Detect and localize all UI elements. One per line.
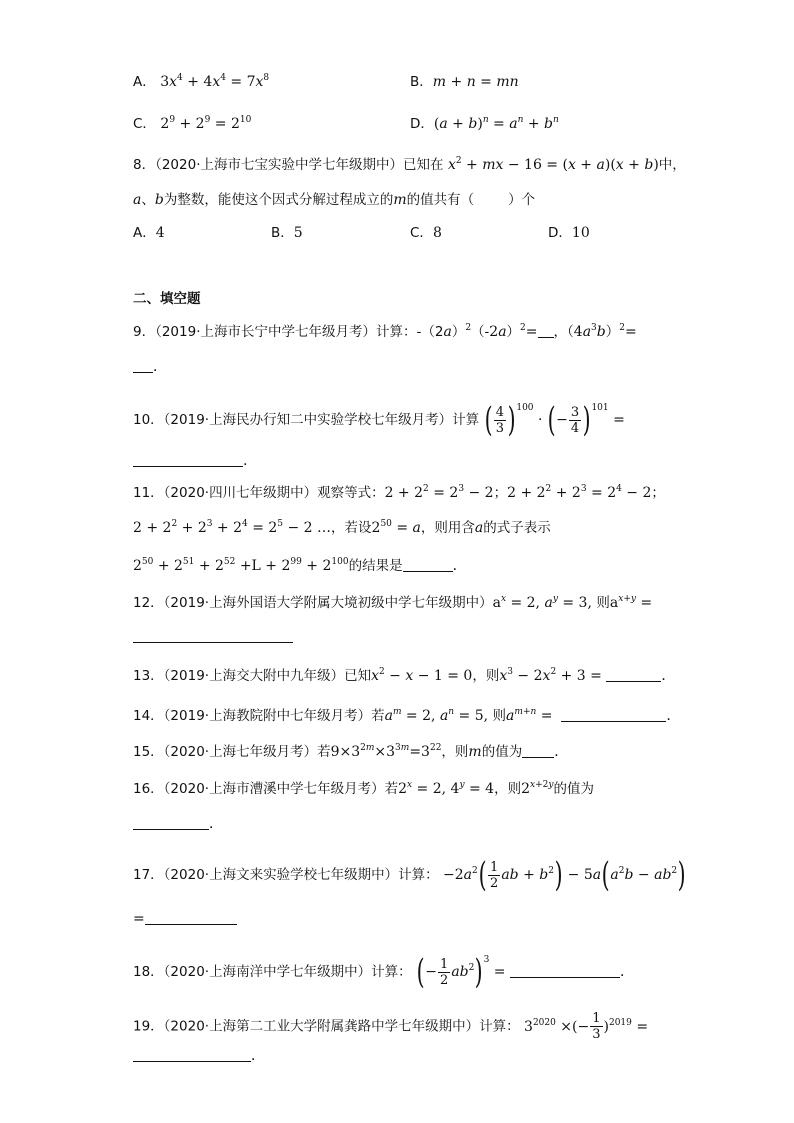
q18-prefix: 18．（2020·上海南洋中学七年级期中）计算： — [133, 964, 412, 980]
q7-options-row-1 — [133, 72, 519, 92]
q13-line: 13．（2019·上海交大附中九年级）已知$x^2 - x - 1 = 0$，则$x^3 - 2x^2 + 3$ = ． — [133, 667, 676, 684]
q7-option-a-expr: $3x^4 + 4x^4 = 7x^8$ — [160, 73, 270, 90]
q8-line-1 — [133, 155, 686, 175]
q8-option-d: D．10 — [548, 225, 590, 241]
q12-prefix: 12．（2019·上海外国语大学附属大境初级中学七年级期中） — [133, 595, 493, 611]
q15-prefix: 15．（2020·上海七年级月考）若 — [133, 744, 331, 760]
q8-option-c: C．8 — [410, 225, 442, 241]
q8-equation: $x^2$ + mx − 16 = (x + a)(x + b) — [447, 156, 659, 173]
q17-line-1 — [133, 855, 686, 895]
q16-answer-blank[interactable] — [133, 815, 209, 830]
section-title: 二、填空题 — [133, 291, 201, 307]
q7-option-b-label: B． — [410, 74, 433, 90]
q17-expr: $-2a^2$( $\frac{1}{2}$ ab + $b^2) - 5a(a^2b - ab^2)$ — [443, 855, 686, 895]
q19-prefix: 19．（2020·上海第二工业大学附属龚路中学七年级期中）计算： — [133, 1018, 520, 1035]
q12-line-2 — [133, 627, 293, 647]
q14-prefix: 14．（2019·上海教院附中七年级月考）若 — [133, 708, 385, 724]
q17-answer-blank[interactable] — [145, 910, 237, 925]
q16-line-2: ． — [133, 814, 223, 834]
q17-prefix: 17．（2020·上海文来实验学校七年级期中）计算： — [133, 867, 439, 883]
q8-option-b: B．5 — [271, 225, 303, 241]
q9-answer-blank[interactable] — [133, 358, 153, 373]
q7-options-row-2 — [133, 114, 559, 134]
q12-answer-blank[interactable] — [133, 628, 293, 643]
q10-expr: ( $\frac{4}{3}$ )$^{100}$ · (− $\frac{3}{4}$ )$^{101}$ = — [484, 400, 625, 440]
q7-option-b: B．m + n = mn — [410, 74, 519, 90]
q11-line-1: 11．（2020·四川七年级期中）观察等式：$2 + 2^2 = 2^3 - 2$；$2 + 2^2 + 2^3 = 2^4 - 2$； — [133, 484, 665, 501]
q15-line: 15．（2020·上海七年级月考）若$9\times 3^{2m}\times 3^{3m}=3^{22}$，则m的值为 ． — [133, 743, 569, 760]
q15-answer-blank[interactable] — [522, 743, 554, 758]
q10-answer-blank[interactable] — [133, 452, 243, 467]
q8-line-2: a、b为整数，能使这个因式分解过程成立的m的值共有（ ）个 — [133, 192, 536, 208]
q16-prefix: 16．（2020·上海市漕溪中学七年级月考）若 — [133, 781, 399, 797]
q13-prefix: 13．（2019·上海交大附中九年级）已知 — [133, 668, 372, 684]
q18-expr: (− $\frac{1}{2}$ $ab^2)^3$ = ． — [416, 952, 634, 992]
q7-option-a-label: A． — [133, 74, 156, 90]
q8-prefix: 8．（2020·上海市七宝实验中学七年级期中）已知在 — [133, 157, 444, 173]
q17-line-2: = — [133, 909, 237, 929]
q19-answer-blank[interactable] — [133, 1047, 251, 1062]
q7-option-d: D．$(a + b)^n = a^n + b^n$ — [410, 115, 559, 132]
q19-line-2: ． — [133, 1046, 265, 1066]
q11-answer-blank[interactable] — [403, 557, 453, 572]
q11-line-2: $2 + 2^2 + 2^3 + 2^4 = 2^5 - 2$ …，若设$2^{50} = a$，则用含a的式子表示 — [133, 519, 551, 536]
q8-line2-text: 为整数，能使这个因式分解过程成立的 — [163, 192, 394, 208]
q11-prefix: 11．（2020·四川七年级期中）观察等式： — [133, 485, 385, 501]
q8-mid: 中， — [658, 157, 686, 173]
q9-prefix: 9．（2019·上海市长宁中学七年级月考）计算：-（2 — [133, 324, 444, 340]
q10-line-2: . — [133, 451, 247, 471]
q19-line-1 — [133, 1011, 648, 1042]
q16-line-1: 16．（2020·上海市漕溪中学七年级月考）若$2^x = 2$, $4^y = 4$，则$2^{x+2y}$的值为 — [133, 780, 594, 797]
q14-answer-blank[interactable] — [561, 707, 666, 722]
q12-line-1: 12．（2019·上海外国语大学附属大境初级中学七年级期中）$a^x = 2$, $a^y = 3$, 则$a^{x+y}$ = — [133, 594, 653, 611]
q7-option-d-label: D． — [410, 116, 434, 132]
q8-line2-text2: 的值共有（ — [406, 192, 475, 208]
q7-option-c-expr: $2^9 + 2^9 = 2^{10}$ — [160, 115, 252, 132]
q13-answer-blank[interactable] — [606, 667, 661, 682]
q8-line2-text3: ）个 — [508, 192, 536, 208]
q18-line — [133, 952, 634, 992]
q8-option-a: A．4 — [133, 225, 165, 241]
q10-prefix: 10．（2019·上海民办行知二中实验学校七年级月考）计算 — [133, 412, 480, 428]
q14-line: 14．（2019·上海教院附中七年级月考）若$a^m = 2$, $a^n = 5$, 则$a^{m+n}$ = . — [133, 707, 671, 724]
q10-line-1 — [133, 400, 625, 440]
q18-answer-blank[interactable] — [510, 963, 620, 978]
q19-expr: $3^{2020}$ ×(− $\frac{1}{3}$ )$^{2019}$ = — [524, 1011, 649, 1042]
q7-option-c-label: C． — [133, 116, 156, 132]
q9-line-1: 9．（2019·上海市长宁中学七年级月考）计算：$-(2a)^2(-2a)^2=$ ，$(4a^3b)^2=$ — [133, 323, 637, 340]
q9-line-2: ． — [133, 357, 167, 377]
q11-line-3: $2^{50} + 2^{51} + 2^{52} +L + 2^{99} + 2^{100}$的结果是 ． — [133, 557, 467, 574]
